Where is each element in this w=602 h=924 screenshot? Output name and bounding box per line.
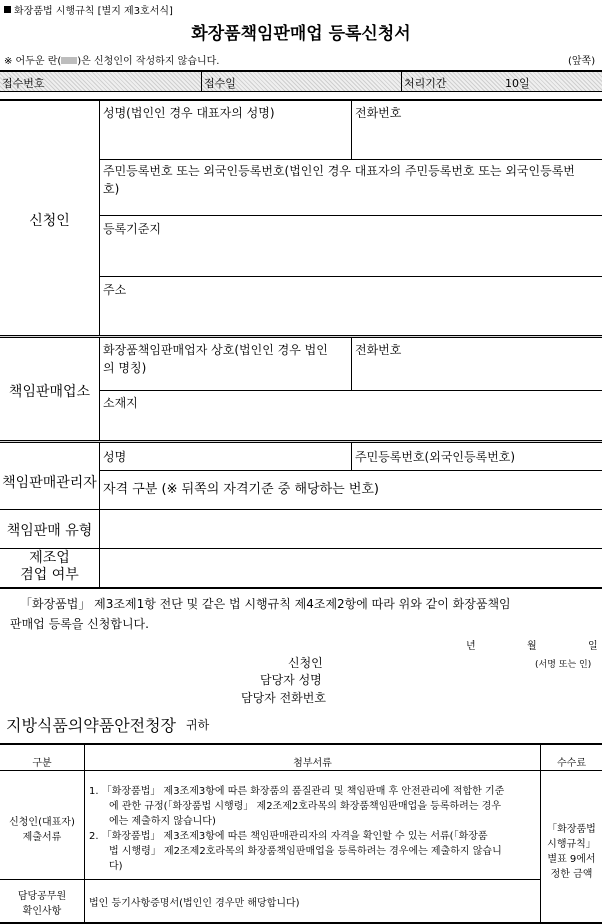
front-side-label: (앞쪽) (568, 56, 596, 67)
docs-row-applicant: 신청인(대표자) 제출서류 (9, 817, 75, 843)
docs-official-check: 법인 등기사항증명서(법인인 경우만 해당합니다) (89, 898, 300, 909)
docs-col-type: 구분 (32, 758, 52, 769)
processing-period-value: 10일 (505, 77, 530, 90)
officer-phone-label: 담당자 전화번호 (241, 691, 326, 705)
business-section-label: 책임판매업소 (8, 384, 91, 400)
docs-col-attachments: 첨부서류 (293, 758, 332, 769)
manager-name-label: 성명 (103, 450, 127, 464)
receipt-date-label: 접수일 (204, 77, 236, 90)
shaded-swatch-icon (61, 57, 77, 64)
docs-item-1-line-3: 에는 제출하지 않습니다) (109, 816, 216, 827)
addressee: 지방식품의약품안전청장 (6, 716, 177, 735)
sales-type-label: 책임판매 유형 (6, 523, 93, 539)
business-location-label: 소재지 (103, 396, 138, 410)
manager-rrn-label: 주민등록번호(외국인등록번호) (355, 450, 516, 464)
declaration-text: 「화장품법」 제3조제1항 전단 및 같은 법 시행규칙 제4조제2항에 따라 위와 같이 화장품책임 판매업 등록을 신청합니다. (10, 597, 511, 631)
signature-applicant-label: 신청인 (288, 656, 323, 670)
page-title: 화장품책임판매업 등록신청서 (191, 24, 411, 44)
docs-item-1-line-2: 에 관한 규정(「화장품법 시행령」 제2조제2호라목의 화장품책임판매업을 등록하려는 경우 (109, 801, 501, 812)
applicant-section-label: 신청인 (29, 213, 70, 229)
processing-period-label: 처리기간 (404, 77, 447, 90)
manufacturing-concurrent-label: 제조업 겸업 여부 (20, 550, 79, 583)
docs-item-2-line-1: 2. 「화장품법」 제3조제3항에 따른 책임판매관리자의 자격을 확인할 수 있는 서류(「화장품 (89, 831, 488, 842)
square-bullet-icon (4, 6, 11, 13)
officer-name-label: 담당자 성명 (260, 673, 322, 687)
applicant-phone-label: 전화번호 (355, 106, 402, 120)
applicant-name-label: 성명(법인인 경우 대표자의 성명) (103, 106, 275, 120)
applicant-id-label: 주민등록번호 또는 외국인등록번호(법인인 경우 대표자의 주민등록번호 또는 외국인등록번 호) (103, 164, 575, 196)
date-year-label: 년 (466, 641, 476, 652)
manager-qualification-label: 자격 구분 (※ 뒤쪽의 자격기준 중 해당하는 번호) (103, 482, 380, 497)
date-month-label: 월 (527, 641, 537, 652)
docs-row-official: 담당공무원 확인사항 (17, 891, 67, 917)
notice: ※ 어두운 란( )은 신청인이 작성하지 않습니다. (4, 56, 220, 67)
docs-item-2-line-3: 다) (109, 861, 123, 872)
law-reference: 화장품법 시행규칙 [별지 제3호서식] (4, 2, 173, 17)
signature-note: (서명 또는 인) (535, 660, 592, 670)
manager-section-label: 책임판매관리자 (2, 475, 97, 491)
applicant-address-label: 주소 (103, 283, 127, 297)
docs-item-1-line-1: 1. 「화장품법」 제3조제3항에 따른 화장품의 품질관리 및 책임판매 후 안전관리에 적합한 기준 (89, 786, 505, 797)
applicant-registration-criteria-label: 등록기준지 (103, 222, 161, 236)
addressee-suffix: 귀하 (186, 718, 210, 732)
receipt-number-label: 접수번호 (2, 77, 45, 90)
business-name-label: 화장품책임판매업자 상호(법인인 경우 법인 의 명칭) (103, 343, 328, 375)
docs-item-2-line-2: 법 시행령」 제2조제2호라목의 화장품책임판매업을 등록하려는 경우에는 제출하지 않습니 (109, 846, 502, 857)
business-phone-label: 전화번호 (355, 343, 402, 357)
date-day-label: 일 (588, 641, 598, 652)
fee-text: 「화장품법 시행규칙」 별표 9에서 정한 금액 (547, 824, 596, 880)
docs-col-fee: 수수료 (557, 758, 586, 769)
